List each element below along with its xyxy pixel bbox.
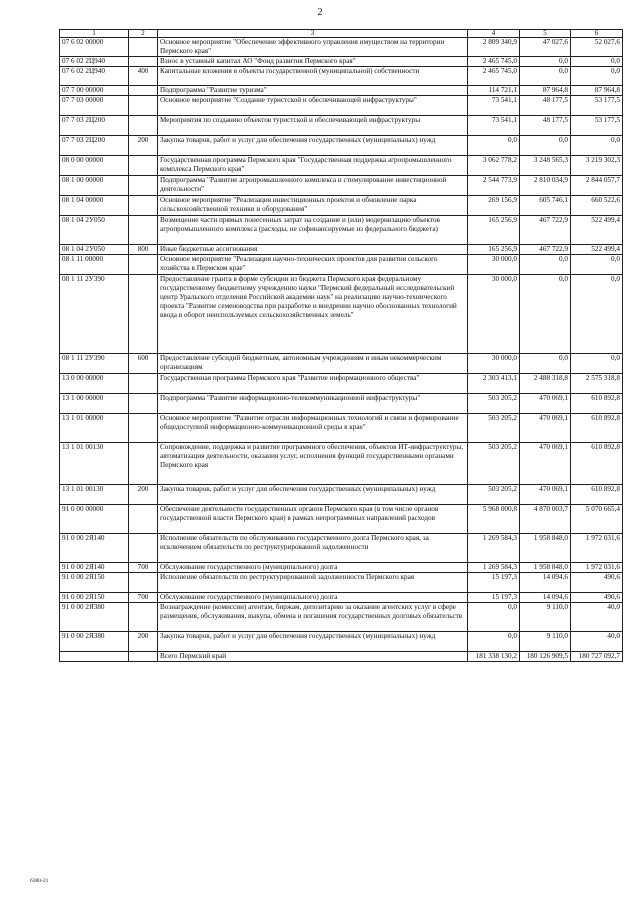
row-value-col6-cell: 490,6 [571, 573, 623, 593]
row-name-cell: Основное мероприятие "Реализация научно-технических проектов для развития сельского хозяйства в Пермском крае" [158, 255, 468, 275]
row-code-cell: 08 1 00 00000 [60, 176, 129, 196]
row-name-cell: Обеспечение деятельности государственных органов Пермского края (в том числе органов государственной власти Пермского края) в рамках непрограммных направлений расходов [158, 505, 468, 534]
row-value-col4-cell: 15 197,3 [468, 593, 520, 603]
table-row [60, 57, 623, 67]
table-row [60, 354, 623, 374]
row-value-col6-cell: 3 219 302,3 [571, 156, 623, 176]
row-code-cell: 91 0 00 2Я140 [60, 563, 129, 573]
row-value-col5-cell: 4 870 003,7 [520, 505, 571, 534]
row-value-col4-cell: 1 269 584,3 [468, 534, 520, 563]
column-header-3: 3 [158, 30, 468, 38]
table-row [60, 96, 623, 116]
row-name-cell: Основное мероприятие "Реализация инвестиционных проектов и обновление парка сельскохозяйственной техники и оборудования" [158, 196, 468, 216]
table-row [60, 255, 623, 275]
row-name-cell: Предоставление гранта в форме субсидии из бюджета Пермского края федеральному государственному бюджетному учреждению науки "Пермский федеральный исследовательский центр Уральского отделения Российской академии наук" на реализацию научно-технического проекта "Развитие семеноводства при разработке и внедрении научно обоснованных технологий ввода в оборот неиспользуемых сельскохозяйственных земель" [158, 275, 468, 354]
row-value-col5-cell: 1 958 848,0 [520, 563, 571, 573]
row-code-cell: 07 6 02 2Ц940 [60, 57, 129, 67]
row-code-cell: 07 6 02 2Ц940 [60, 67, 129, 86]
row-value-col5-cell: 470 069,1 [520, 394, 571, 414]
row-name-cell: Подпрограмма "Развитие туризма" [158, 86, 468, 96]
row-expense-type-cell [129, 156, 158, 176]
row-value-col4-cell: 181 338 130,2 [468, 652, 520, 662]
row-value-col4-cell: 503 205,2 [468, 485, 520, 505]
row-value-col5-cell: 2 488 318,8 [520, 374, 571, 394]
row-value-col6-cell: 0,0 [571, 57, 623, 67]
row-name-cell: Вознаграждение (комиссии) агентам, биржам, депозитарию за оказание агентских услуг в сфере размещения, обслуживания, выкупа, обмена и погашения государственных долговых обязательств [158, 603, 468, 632]
row-expense-type-cell [129, 57, 158, 67]
table-row [60, 632, 623, 652]
row-name-cell: Исполнение обязательств по реструктурированной задолженности Пермского края [158, 573, 468, 593]
row-value-col4-cell: 30 000,0 [468, 275, 520, 354]
row-expense-type-cell [129, 255, 158, 275]
row-expense-type-cell [129, 505, 158, 534]
table-row [60, 414, 623, 443]
row-value-col4-cell: 5 968 000,8 [468, 505, 520, 534]
row-value-col5-cell: 605 746,1 [520, 196, 571, 216]
row-code-cell: 91 0 00 2Я150 [60, 593, 129, 603]
row-value-col4-cell: 114 721,1 [468, 86, 520, 96]
budget-table [59, 29, 623, 662]
table-row [60, 38, 623, 57]
table-row [60, 534, 623, 563]
row-expense-type-cell [129, 394, 158, 414]
table-row [60, 374, 623, 394]
row-value-col4-cell: 2 303 413,1 [468, 374, 520, 394]
row-value-col5-cell: 467 722,9 [520, 216, 571, 245]
row-name-cell: Капитальные вложения в объекты государственной (муниципальной) собственности [158, 67, 468, 86]
row-value-col5-cell: 87 964,8 [520, 86, 571, 96]
row-expense-type-cell [129, 573, 158, 593]
row-value-col6-cell: 522 499,4 [571, 245, 623, 255]
row-value-col6-cell: 52 027,6 [571, 38, 623, 57]
table-row [60, 652, 623, 662]
row-code-cell: 91 0 00 2Я380 [60, 603, 129, 632]
row-name-cell: Закупка товаров, работ и услуг для обеспечения государственных (муниципальных) нужд [158, 632, 468, 652]
footer-code: 6380-21 [30, 878, 49, 884]
row-value-col6-cell: 0,0 [571, 255, 623, 275]
table-header-row [60, 30, 623, 38]
row-value-col6-cell: 87 964,8 [571, 86, 623, 96]
row-value-col4-cell: 73 541,1 [468, 116, 520, 136]
row-expense-type-cell: 200 [129, 136, 158, 156]
row-value-col5-cell: 2 810 034,9 [520, 176, 571, 196]
row-expense-type-cell [129, 86, 158, 96]
row-value-col4-cell: 3 062 778,2 [468, 156, 520, 176]
row-value-col5-cell: 14 094,6 [520, 593, 571, 603]
row-expense-type-cell: 700 [129, 593, 158, 603]
row-value-col4-cell: 503 205,2 [468, 414, 520, 443]
column-header-4: 4 [468, 30, 520, 38]
row-name-cell: Обслуживание государственного (муниципального) долга [158, 563, 468, 573]
table-row [60, 275, 623, 354]
row-value-col5-cell: 0,0 [520, 354, 571, 374]
row-name-cell: Всего Пермский край [158, 652, 468, 662]
row-code-cell: 08 1 11 2У390 [60, 354, 129, 374]
table-row [60, 176, 623, 196]
row-expense-type-cell [129, 652, 158, 662]
row-value-col6-cell: 2 575 318,8 [571, 374, 623, 394]
row-value-col4-cell: 2 465 745,0 [468, 67, 520, 86]
row-expense-type-cell [129, 275, 158, 354]
row-code-cell: 08 1 11 2У390 [60, 275, 129, 354]
table-row [60, 136, 623, 156]
row-code-cell [60, 652, 129, 662]
row-value-col4-cell: 0,0 [468, 632, 520, 652]
row-code-cell: 08 0 00 00000 [60, 156, 129, 176]
table-body [60, 38, 623, 662]
row-expense-type-cell [129, 216, 158, 245]
row-value-col6-cell: 610 892,8 [571, 394, 623, 414]
row-code-cell: 91 0 00 2Я140 [60, 534, 129, 563]
row-value-col5-cell: 470 069,1 [520, 443, 571, 485]
row-value-col6-cell: 0,0 [571, 67, 623, 86]
row-name-cell: Предоставление субсидий бюджетным, автономным учреждениям и иным некоммерческим организациям [158, 354, 468, 374]
table-row [60, 443, 623, 485]
row-value-col5-cell: 0,0 [520, 255, 571, 275]
row-value-col5-cell: 0,0 [520, 275, 571, 354]
row-value-col4-cell: 503 205,2 [468, 394, 520, 414]
table-row [60, 394, 623, 414]
row-code-cell: 13 0 00 00000 [60, 374, 129, 394]
table-row [60, 573, 623, 593]
row-expense-type-cell [129, 38, 158, 57]
row-name-cell: Иные бюджетные ассигнования [158, 245, 468, 255]
page-number: 2 [317, 7, 323, 18]
row-value-col4-cell: 0,0 [468, 603, 520, 632]
column-header-1: 1 [60, 30, 129, 38]
row-value-col5-cell: 180 126 909,5 [520, 652, 571, 662]
row-value-col6-cell: 0,0 [571, 354, 623, 374]
row-value-col4-cell: 0,0 [468, 136, 520, 156]
row-value-col6-cell: 5 070 665,4 [571, 505, 623, 534]
table-row [60, 156, 623, 176]
row-value-col5-cell: 470 069,1 [520, 414, 571, 443]
row-code-cell: 13 1 00 00000 [60, 394, 129, 414]
row-value-col5-cell: 0,0 [520, 57, 571, 67]
row-value-col6-cell: 490,6 [571, 593, 623, 603]
row-code-cell: 07 6 02 00000 [60, 38, 129, 57]
row-code-cell: 91 0 00 00000 [60, 505, 129, 534]
row-expense-type-cell: 400 [129, 67, 158, 86]
row-expense-type-cell: 800 [129, 245, 158, 255]
row-value-col6-cell: 522 499,4 [571, 216, 623, 245]
row-code-cell: 08 1 04 2У050 [60, 216, 129, 245]
row-value-col4-cell: 165 256,9 [468, 216, 520, 245]
row-expense-type-cell [129, 534, 158, 563]
row-name-cell: Взнос в уставный капитал АО "Фонд развития Пермского края" [158, 57, 468, 67]
table-row [60, 593, 623, 603]
row-value-col6-cell: 40,0 [571, 632, 623, 652]
row-value-col5-cell: 1 958 848,0 [520, 534, 571, 563]
table-row [60, 245, 623, 255]
row-expense-type-cell: 700 [129, 563, 158, 573]
row-name-cell: Закупка товаров, работ и услуг для обеспечения государственных (муниципальных) нужд [158, 485, 468, 505]
row-name-cell: Возмещение части прямых понесенных затрат на создание и (или) модернизацию объектов агропромышленного комплекса (расходы, не софинансируемые из федерального бюджета) [158, 216, 468, 245]
row-code-cell: 07 7 00 00000 [60, 86, 129, 96]
row-value-col5-cell: 47 027,6 [520, 38, 571, 57]
row-name-cell: Государственная программа Пермского края "Государственная поддержка агропромышленного комплекса Пермского края" [158, 156, 468, 176]
row-code-cell: 08 1 04 00000 [60, 196, 129, 216]
row-value-col6-cell: 53 177,5 [571, 96, 623, 116]
row-name-cell: Государственная программа Пермского края "Развитие информационного общества" [158, 374, 468, 394]
row-value-col6-cell: 2 844 057,7 [571, 176, 623, 196]
row-value-col4-cell: 30 000,0 [468, 255, 520, 275]
table-row [60, 603, 623, 632]
row-expense-type-cell [129, 374, 158, 394]
table-row [60, 86, 623, 96]
row-name-cell: Сопровождение, поддержка и развитие программного обеспечения, объектов ИТ-инфраструктуры, автоматизация деятельности, оказания услуг, исполнения функций государственными органами Пермского края [158, 443, 468, 485]
row-value-col5-cell: 48 177,5 [520, 96, 571, 116]
table-row [60, 505, 623, 534]
row-code-cell: 08 1 11 00000 [60, 255, 129, 275]
row-value-col5-cell: 470 069,1 [520, 485, 571, 505]
row-value-col4-cell: 2 544 773,9 [468, 176, 520, 196]
row-value-col6-cell: 53 177,5 [571, 116, 623, 136]
row-value-col5-cell: 14 094,6 [520, 573, 571, 593]
row-code-cell: 07 7 03 2Ц200 [60, 116, 129, 136]
row-name-cell: Основное мероприятие "Создание туристской и обеспечивающей инфраструктуры" [158, 96, 468, 116]
row-value-col4-cell: 269 156,9 [468, 196, 520, 216]
row-value-col5-cell: 3 248 565,3 [520, 156, 571, 176]
row-value-col6-cell: 660 522,6 [571, 196, 623, 216]
row-name-cell: Закупка товаров, работ и услуг для обеспечения государственных (муниципальных) нужд [158, 136, 468, 156]
row-expense-type-cell [129, 196, 158, 216]
row-code-cell: 91 0 00 2Я380 [60, 632, 129, 652]
row-value-col5-cell: 0,0 [520, 67, 571, 86]
row-expense-type-cell: 200 [129, 632, 158, 652]
row-code-cell: 07 7 03 00000 [60, 96, 129, 116]
row-name-cell: Основное мероприятие "Обеспечение эффективного управления имуществом на территории Пермского края" [158, 38, 468, 57]
row-value-col6-cell: 40,0 [571, 603, 623, 632]
row-value-col6-cell: 610 892,8 [571, 414, 623, 443]
row-code-cell: 08 1 04 2У050 [60, 245, 129, 255]
row-name-cell: Подпрограмма "Развитие информационно-телекоммуникационной инфраструктуры" [158, 394, 468, 414]
table-row [60, 196, 623, 216]
row-value-col4-cell: 503 205,2 [468, 443, 520, 485]
table-row [60, 563, 623, 573]
row-expense-type-cell [129, 116, 158, 136]
row-expense-type-cell [129, 176, 158, 196]
column-header-2: 2 [129, 30, 158, 38]
row-code-cell: 13 1 01 00130 [60, 443, 129, 485]
row-code-cell: 13 1 01 00130 [60, 485, 129, 505]
row-value-col4-cell: 1 269 584,3 [468, 563, 520, 573]
row-value-col6-cell: 1 972 031,6 [571, 563, 623, 573]
table-row [60, 216, 623, 245]
row-expense-type-cell: 600 [129, 354, 158, 374]
row-value-col4-cell: 2 809 340,9 [468, 38, 520, 57]
row-code-cell: 07 7 03 2Ц200 [60, 136, 129, 156]
row-value-col4-cell: 165 256,9 [468, 245, 520, 255]
row-name-cell: Исполнение обязательств по обслуживанию государственного долга Пермского края, за исключением обязательств по реструктурированной задолженности [158, 534, 468, 563]
row-expense-type-cell [129, 96, 158, 116]
row-value-col6-cell: 1 972 031,6 [571, 534, 623, 563]
row-value-col6-cell: 610 892,8 [571, 485, 623, 505]
row-name-cell: Обслуживание государственного (муниципального) долга [158, 593, 468, 603]
row-name-cell: Подпрограмма "Развитие агропромышленного комплекса и стимулирование инвестиционной деятельности" [158, 176, 468, 196]
row-code-cell: 13 1 01 00000 [60, 414, 129, 443]
row-value-col6-cell: 180 727 092,7 [571, 652, 623, 662]
row-expense-type-cell: 200 [129, 485, 158, 505]
table-row [60, 485, 623, 505]
table-row [60, 116, 623, 136]
row-expense-type-cell [129, 603, 158, 632]
row-value-col4-cell: 73 541,1 [468, 96, 520, 116]
row-value-col4-cell: 2 465 745,0 [468, 57, 520, 67]
row-value-col6-cell: 0,0 [571, 136, 623, 156]
row-expense-type-cell [129, 414, 158, 443]
row-value-col5-cell: 467 722,9 [520, 245, 571, 255]
table-row [60, 67, 623, 86]
column-header-6: 6 [571, 30, 623, 38]
column-header-5: 5 [520, 30, 571, 38]
row-value-col4-cell: 15 197,3 [468, 573, 520, 593]
row-value-col5-cell: 9 110,0 [520, 603, 571, 632]
row-value-col5-cell: 9 110,0 [520, 632, 571, 652]
row-name-cell: Мероприятия по созданию объектов туристской и обеспечивающей инфраструктуры [158, 116, 468, 136]
row-value-col5-cell: 0,0 [520, 136, 571, 156]
row-code-cell: 91 0 00 2Я150 [60, 573, 129, 593]
row-value-col5-cell: 48 177,5 [520, 116, 571, 136]
row-value-col6-cell: 610 892,8 [571, 443, 623, 485]
row-value-col4-cell: 30 000,0 [468, 354, 520, 374]
row-name-cell: Основное мероприятие "Развитие отрасли информационных технологий и связи и формирование общедоступной информационно-коммуникационной среды в крае" [158, 414, 468, 443]
row-value-col6-cell: 0,0 [571, 275, 623, 354]
row-expense-type-cell [129, 443, 158, 485]
